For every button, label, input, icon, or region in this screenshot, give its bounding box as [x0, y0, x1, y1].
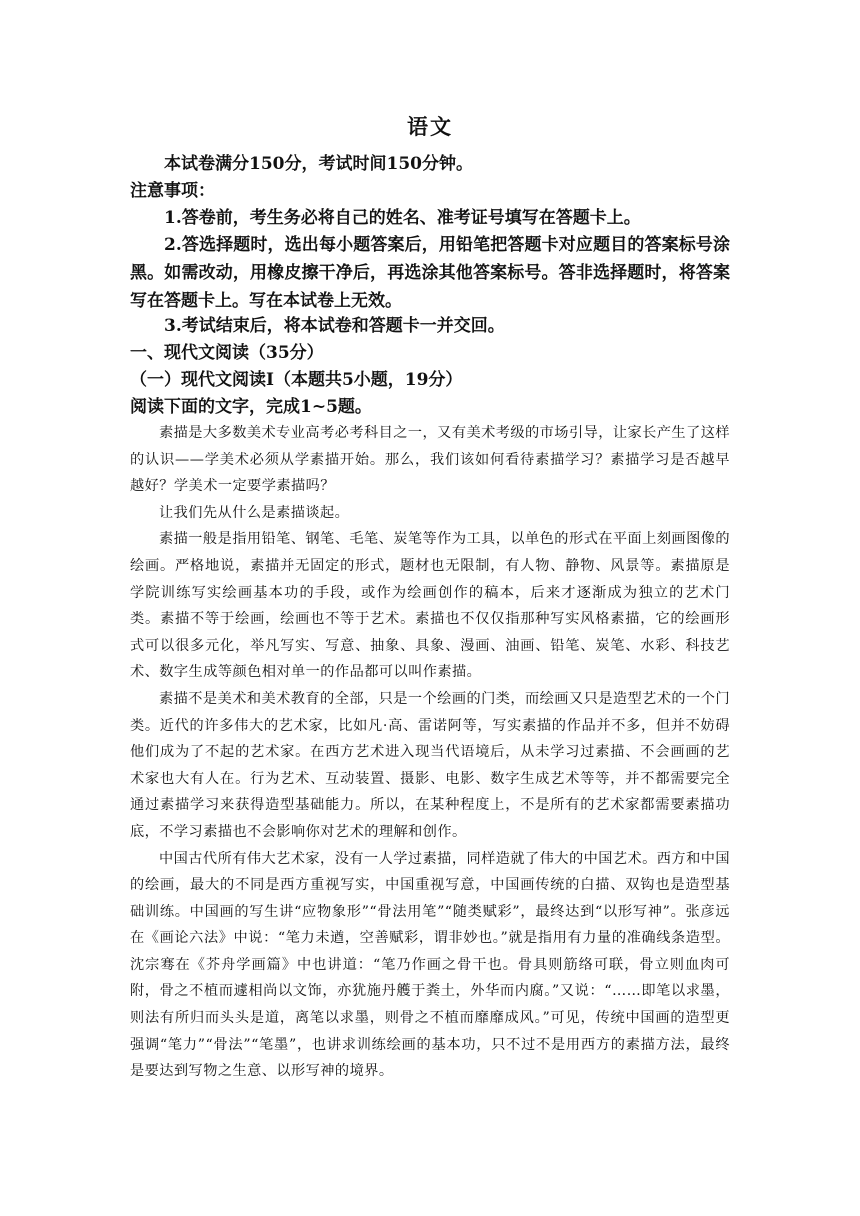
- exam-intro: 本试卷满分150分，考试时间150分钟。: [164, 154, 473, 174]
- page-title: 语文: [407, 114, 453, 139]
- subsection-heading: （一）现代文阅读Ⅰ（本题共5小题，19分）: [130, 370, 463, 390]
- reading-passage: [130, 420, 730, 1085]
- notice-item-3: 3.考试结束后，将本试卷和答题卡一并交回。: [164, 316, 505, 336]
- passage-paragraph-2: 让我们先从什么是素描谈起。: [159, 504, 350, 521]
- passage-paragraph-3: 素描一般是指用铅笔、钢笔、毛笔、炭笔等作为工具，以单色的形式在平面上刻画图像的绘画。严格地说，素描并无固定的形式，题材也无限制，有人物、静物、风景等。素描原是学院训练写实绘画基本功的手段，或作为绘画创作的稿本，后来才逐渐成为独立的艺术门类。素描不等于绘画，绘画也不等于艺术。素描也不仅仅指那种写实风格素描，它的绘画形式可以很多元化，举凡写实、写意、抽象、具象、漫画、油画、铅笔、炭笔、水彩、科技艺术、数字生成等颜色相对单一的作品都可以叫作素描。: [130, 531, 730, 681]
- notice-item-2: 2.答选择题时，选出每小题答案后，用铅笔把答题卡对应题目的答案标号涂黑。如需改动，用橡皮擦干净后，再选涂其他答案标号。答非选择题时，将答案写在答题卡上。写在本试卷上无效。: [130, 235, 730, 311]
- passage-paragraph-1: 素描是大多数美术专业高考必考科目之一，又有美术考级的市场引导，让家长产生了这样的认识——学美术必须从学素描开始。那么，我们该如何看待素描学习？素描学习是否越早越好？学美术一定要学素描吗？: [130, 425, 730, 495]
- section-heading: 一、现代文阅读（35分）: [130, 343, 324, 363]
- reading-instruction: 阅读下面的文字，完成1~5题。: [130, 397, 372, 417]
- notice-heading: 注意事项：: [130, 181, 215, 201]
- passage-paragraph-4: 素描不是美术和美术教育的全部，只是一个绘画的门类，而绘画又只是造型艺术的一个门类。近代的许多伟大的艺术家，比如凡·高、雷诺阿等，写实素描的作品并不多，但并不妨碍他们成为了不起的艺术家。在西方艺术进入现当代语境后，从未学习过素描、不会画画的艺术家也大有人在。行为艺术、互动装置、摄影、电影、数字生成艺术等等，并不都需要完全通过素描学习来获得造型基础能力。所以，在某种程度上，不是所有的艺术家都需要素描功底，不学习素描也不会影响你对艺术的理解和创作。: [130, 690, 730, 840]
- passage-paragraph-5: 中国古代所有伟大艺术家，没有一人学过素描，同样造就了伟大的中国艺术。西方和中国的绘画，最大的不同是西方重视写实，中国重视写意，中国画传统的白描、双钩也是造型基础训练。中国画的写生讲“应物象形”“骨法用笔”“随类赋彩”，最终达到“以形写神”。张彦远在《画论六法》中说：“笔力未遒，空善赋彩，谓非妙也。”就是指用有力量的准确线条造型。沈宗骞在《芥舟学画篇》中也讲道：“笔乃作画之骨干也。骨具则筋络可联，骨立则血肉可附，骨之不植而遽相尚以文饰，亦犹施丹艧于粪土，外华而内腐。”又说：“……即笔以求墨，则法有所归而头头是道，离笔以求墨，则骨之不植而靡靡成风。”可见，传统中国画的造型更强调“笔力”“骨法”“笔墨”，也讲求训练绘画的基本功，只不过不是用西方的素描方法，最终是要达到写物之生意、以形写神的境界。: [130, 850, 730, 1080]
- notice-item-1: 1.答卷前，考生务必将自己的姓名、准考证号填写在答题卡上。: [164, 208, 641, 228]
